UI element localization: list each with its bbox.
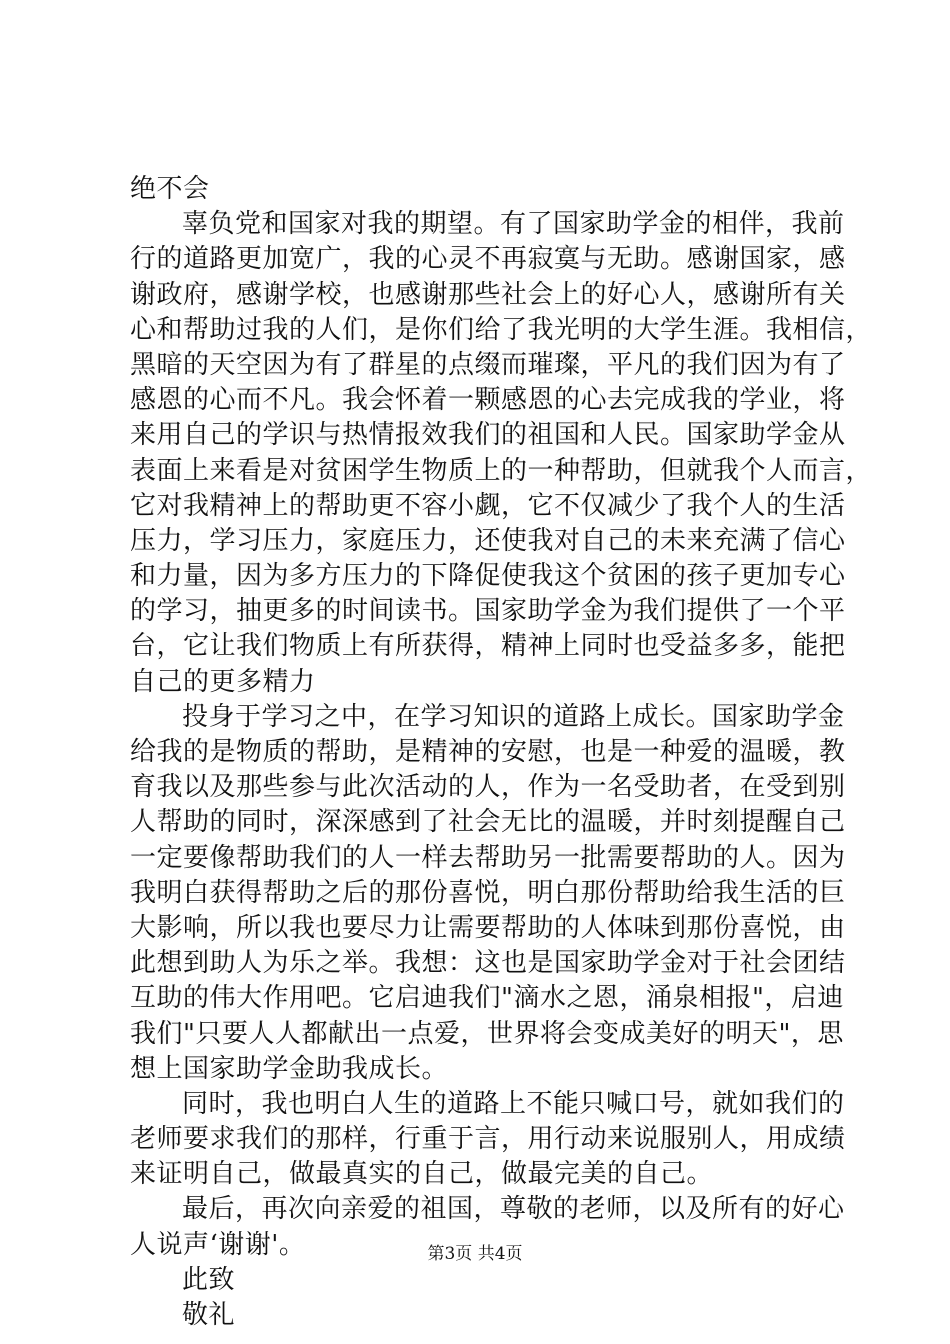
text-line: 育我以及那些参与此次活动的人，作为一名受助者，在受到别 [130,772,846,803]
text-line: 台，它让我们物质上有所获得，精神上同时也受益多多，能把 [130,631,846,662]
page-footer: 第3页 共4页 [427,1244,523,1264]
text-line: 敬礼 [182,1300,236,1330]
text-line: 此致 [182,1264,236,1295]
text-line: 和力量，因为多方压力的下降促使我这个贫困的孩子更加专心 [130,561,846,592]
text-line: 行的道路更加宽广，我的心灵不再寂寞与无助。感谢国家，感 [130,244,846,275]
text-line: 我明白获得帮助之后的那份喜悦，明白那份帮助给我生活的巨 [130,877,846,908]
text-line: 人说声‘谢谢'。 [130,1229,306,1260]
text-line: 来证明自己，做最真实的自己，做最完美的自己。 [130,1159,714,1190]
text-line: 最后，再次向亲爱的祖国，尊敬的老师，以及所有的好心 [182,1194,845,1225]
text-line: 谢政府，感谢学校，也感谢那些社会上的好心人，感谢所有关 [130,279,846,310]
text-line: 心和帮助过我的人们，是你们给了我光明的大学生涯。我相信， [130,314,873,345]
text-line: 大影响，所以我也要尽力让需要帮助的人体味到那份喜悦，由 [130,912,846,943]
text-line: 我们"只要人人都献出一点爱，世界将会变成美好的明天"，思 [130,1018,844,1049]
text-line: 压力，学习压力，家庭压力，还使我对自己的未来充满了信心 [130,525,846,556]
text-line: 它对我精神上的帮助更不容小觑，它不仅减少了我个人的生活 [130,490,846,521]
text-line: 老师要求我们的那样，行重于言，用行动来说服别人，用成绩 [130,1124,846,1155]
text-line: 人帮助的同时，深深感到了社会无比的温暖，并时刻提醒自己 [130,807,846,838]
body-text [130,172,873,1333]
text-line: 自己的更多精力 [130,666,316,697]
text-line: 同时，我也明白人生的道路上不能只喊口号，就如我们的 [182,1088,845,1119]
text-line: 想上国家助学金助我成长。 [130,1053,449,1084]
text-line: 感恩的心而不凡。我会怀着一颗感恩的心去完成我的学业，将 [130,385,846,416]
text-line: 互助的伟大作用吧。它启迪我们"滴水之恩，涌泉相报"，启迪 [130,983,844,1014]
text-line: 的学习，抽更多的时间读书。国家助学金为我们提供了一个平 [130,596,846,627]
text-line: 给我的是物质的帮助，是精神的安慰，也是一种爱的温暖，教 [130,737,846,767]
text-line: 一定要像帮助我们的人一样去帮助另一批需要帮助的人。因为 [130,842,846,873]
text-line: 表面上来看是对贫困学生物质上的一种帮助，但就我个人而言， [130,455,873,486]
text-line: 来用自己的学识与热情报效我们的祖国和人民。国家助学金从 [130,420,846,451]
text-line: 黑暗的天空因为有了群星的点缀而璀璨，平凡的我们因为有了 [130,349,846,380]
text-line: 绝不会 [130,174,210,204]
text-line: 此想到助人为乐之举。我想：这也是国家助学金对于社会团结 [130,948,846,979]
text-line: 投身于学习之中，在学习知识的道路上成长。国家助学金 [182,701,845,732]
text-line: 辜负党和国家对我的期望。有了国家助学金的相伴，我前 [182,209,845,240]
